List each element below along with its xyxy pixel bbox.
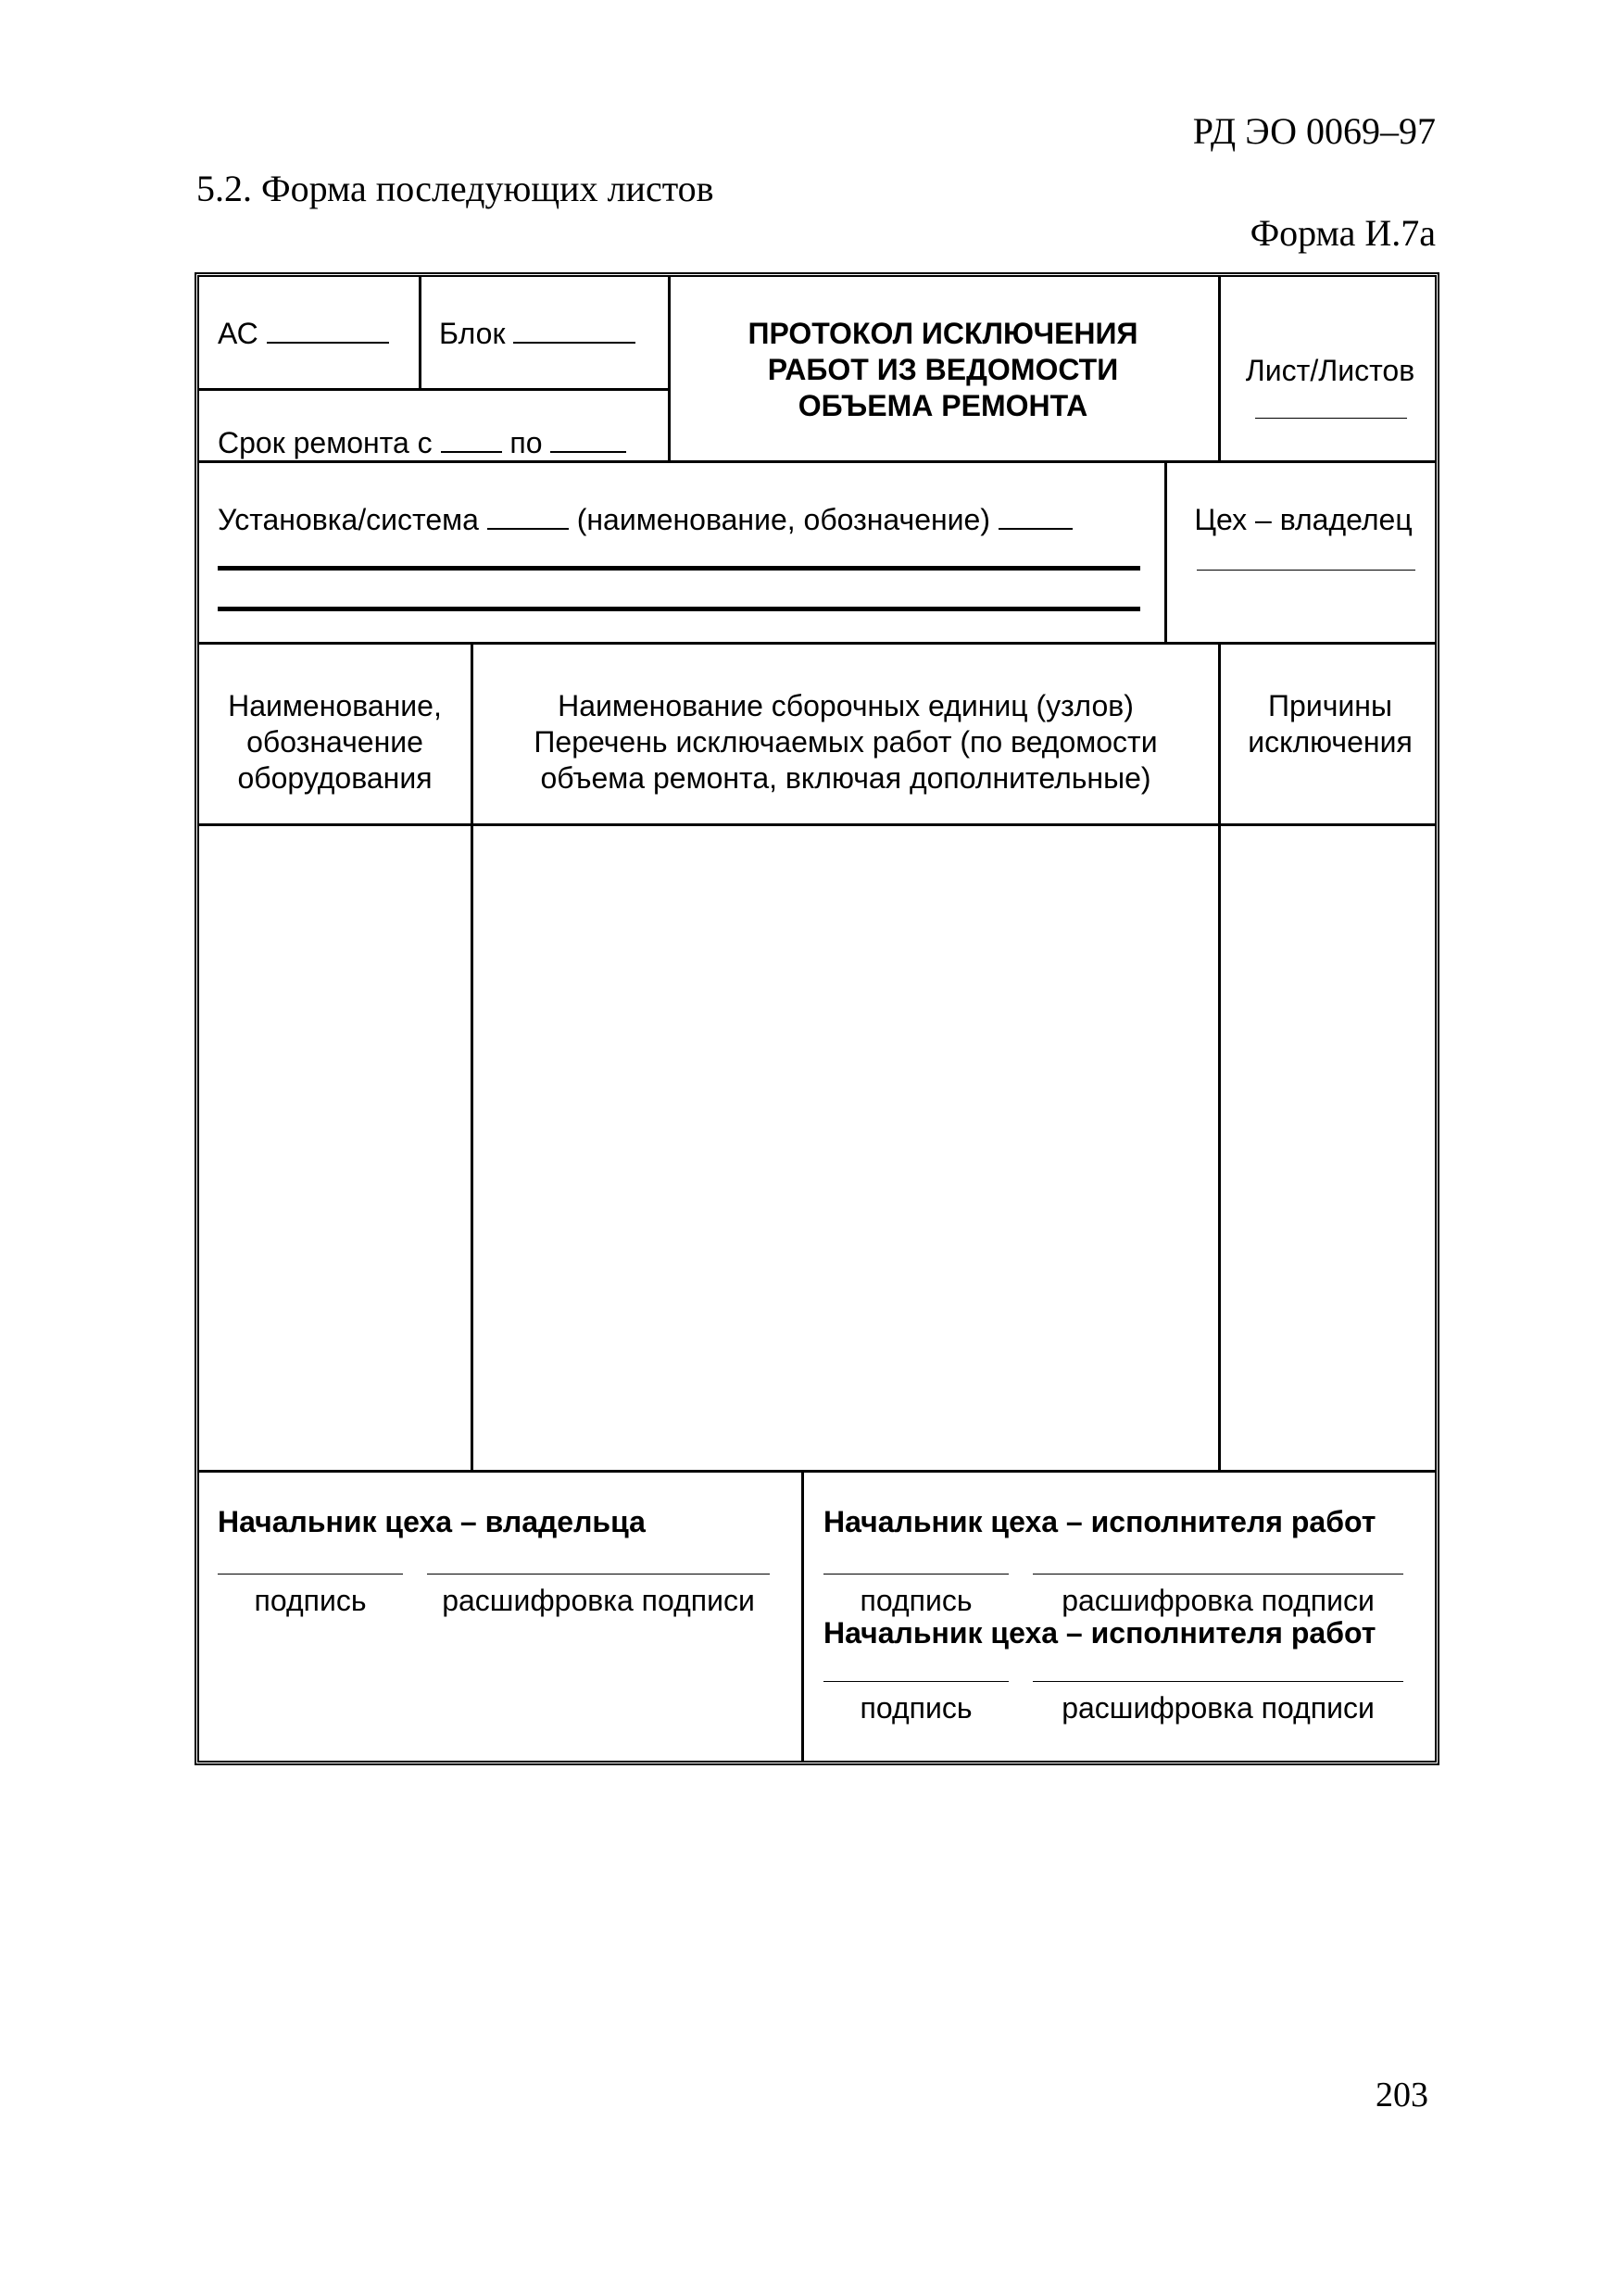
page-number: 203 (1376, 2076, 1428, 2114)
repair-period-field[interactable] (218, 425, 626, 461)
col-header-works (473, 688, 1218, 797)
ac-label: АС (218, 317, 258, 350)
owner-head-title: Начальник цеха – владельца (218, 1505, 646, 1538)
col-header-reasons (1221, 688, 1439, 760)
contractor-2-signature-line[interactable] (823, 1681, 1009, 1682)
ac-blank[interactable] (267, 318, 389, 344)
form-title-line-2: РАБОТ ИЗ ВЕДОМОСТИ (767, 353, 1119, 386)
installation-line-1[interactable] (218, 566, 1140, 571)
block-field[interactable] (439, 316, 635, 352)
installation-blank-1[interactable] (487, 504, 569, 530)
row-divider-ac (199, 388, 668, 391)
contractor-1-signature-line[interactable] (823, 1574, 1009, 1575)
col-divider-owner (1164, 460, 1167, 642)
section-title: 5.2. Форма последующих листов (196, 168, 714, 209)
repair-period-label: Срок ремонта с (218, 426, 433, 459)
row-divider-4 (199, 1470, 1435, 1473)
row-divider-2 (199, 642, 1435, 645)
body-cell-works[interactable] (473, 826, 1218, 1470)
body-cell-equipment[interactable] (199, 826, 471, 1470)
owner-shop-blank[interactable] (1197, 570, 1415, 571)
col-header-works-line-3: объема ремонта, включая дополнительные) (540, 761, 1151, 795)
col-header-reasons-line-2: исключения (1248, 725, 1413, 759)
block-label: Блок (439, 317, 506, 350)
col-header-works-line-1: Наименование сборочных единиц (узлов) (558, 689, 1134, 722)
contractor-1-decryption-caption: расшифровка подписи (1062, 1584, 1375, 1617)
block-blank[interactable] (513, 318, 635, 344)
col-divider-signatures (801, 1470, 804, 1761)
contractor-head-title-1: Начальник цеха – исполнителя работ (823, 1505, 1376, 1538)
installation-blank-2[interactable] (999, 504, 1073, 530)
col-divider-ac (419, 277, 421, 388)
owner-shop-label: Цех – владелец (1194, 503, 1413, 536)
col-header-equipment-line-2: обозначение (246, 725, 423, 759)
ac-field[interactable] (218, 316, 389, 352)
document-code: РД ЭО 0069–97 (1192, 110, 1436, 152)
sheet-label: Лист/Листов (1245, 354, 1415, 387)
col-header-equipment-line-1: Наименование, (228, 689, 442, 722)
sheet-blank[interactable] (1255, 418, 1407, 419)
contractor-2-decryption-caption: расшифровка подписи (1062, 1691, 1375, 1725)
col-header-reasons-line-1: Причины (1268, 689, 1392, 722)
contractor-1-signature-caption: подпись (860, 1584, 973, 1617)
col-header-works-line-2: Перечень исключаемых работ (по ведомости (534, 725, 1158, 759)
form-title-line-3: ОБЪЕМА РЕМОНТА (798, 389, 1088, 422)
body-cell-reasons[interactable] (1221, 826, 1439, 1470)
repair-from-blank[interactable] (441, 427, 502, 453)
repair-period-to: по (509, 426, 543, 459)
installation-line-2[interactable] (218, 607, 1140, 611)
installation-hint: (наименование, обозначение) (576, 503, 990, 536)
owner-decryption-line[interactable] (427, 1574, 770, 1575)
form-title (668, 316, 1218, 424)
contractor-2-decryption-line[interactable] (1033, 1681, 1403, 1682)
form-title-line-1: ПРОТОКОЛ ИСКЛЮЧЕНИЯ (748, 317, 1138, 350)
owner-decryption-caption: расшифровка подписи (442, 1584, 755, 1617)
contractor-head-title-2: Начальник цеха – исполнителя работ (823, 1616, 1376, 1650)
col-header-equipment (199, 688, 471, 797)
contractor-1-decryption-line[interactable] (1033, 1574, 1403, 1575)
form-label: Форма И.7а (1250, 212, 1436, 254)
owner-signature-caption: подпись (254, 1584, 367, 1617)
col-header-equipment-line-3: оборудования (237, 761, 433, 795)
owner-signature-line[interactable] (218, 1574, 403, 1575)
installation-field[interactable] (218, 502, 1073, 538)
installation-label: Установка/система (218, 503, 479, 536)
form-table (195, 272, 1439, 1765)
contractor-2-signature-caption: подпись (860, 1691, 973, 1725)
repair-to-blank[interactable] (550, 427, 626, 453)
